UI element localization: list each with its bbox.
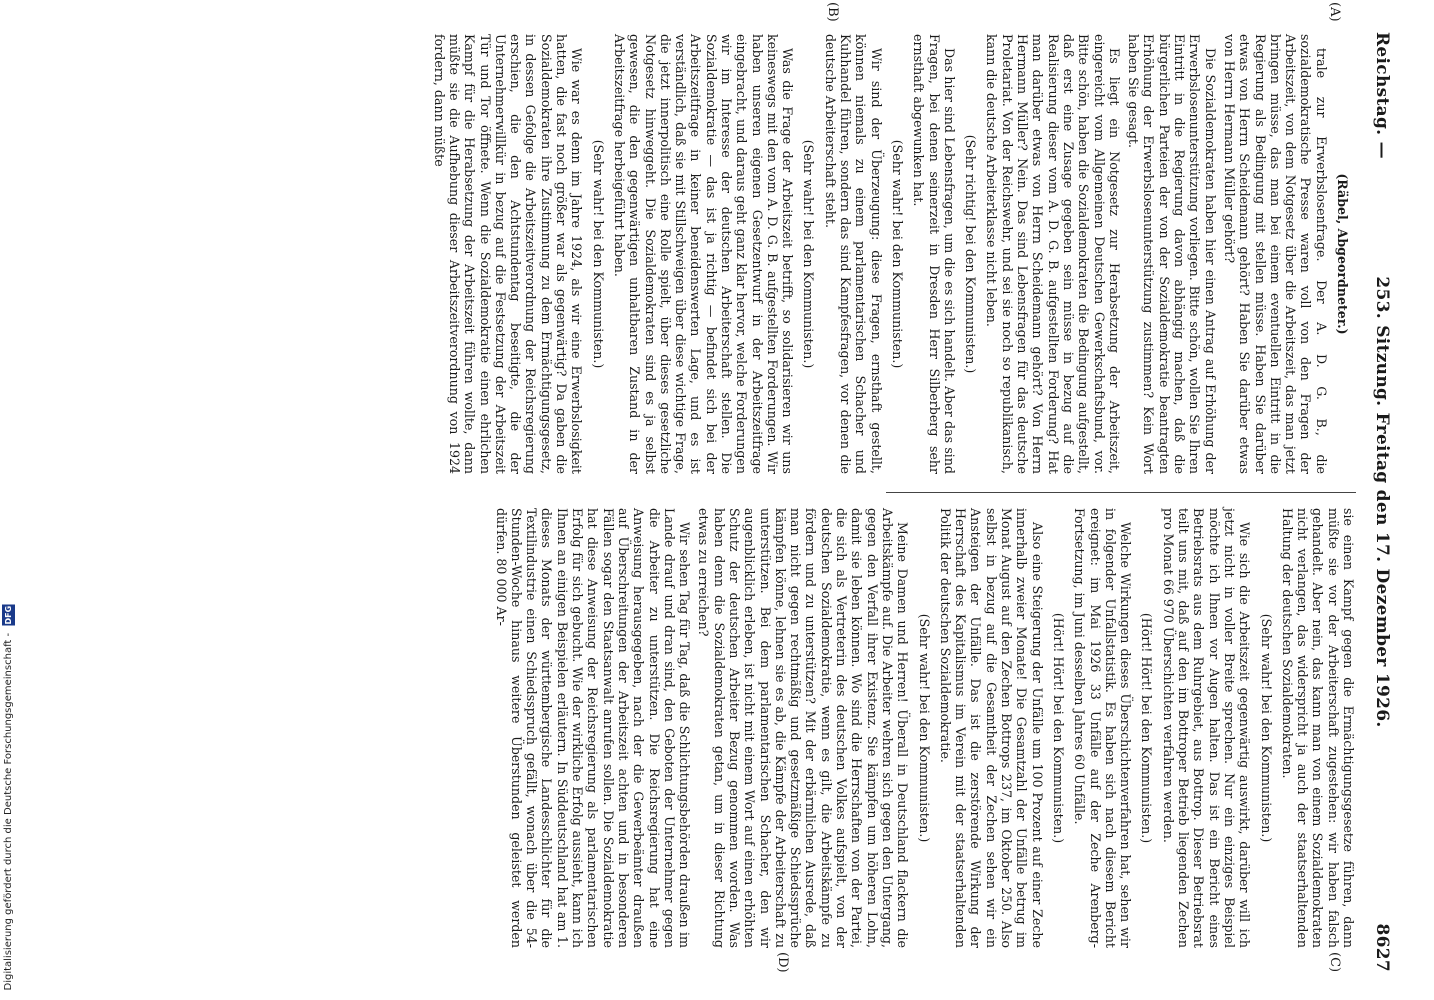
paragraph: Die Sozialdemokraten haben hier einen Antrag auf Erhöhung der Erwerbslosenunterstützung vorliegen. Bitte schön, wollen Sie Ihren Eintritt in die Regierung davon abhängig machen, daß die bürgerlichen Parteien der von der Sozialdemokratie beantragten Erhöhung der Erwerbslosenunterstützung zustimmen? Kein Wort haben Sie gesagt.	[1126, 34, 1218, 474]
page-number: 8627	[1372, 923, 1392, 972]
text-column-left	[427, 34, 1356, 474]
paragraph: sie einen Kampf gegen die Ermächtigungsgesetze führen, dann müßte sie vor der Arbeiterschaft zugestehen: wir haben falsch gehandelt. Aber nein, das kann man von einem Sozialdemokraten nicht verlangen, das widerspricht ja auch der staatserhaltenden Haltung der deutschen Sozialdemokraten.	[1279, 508, 1356, 948]
paragraph: Was die Frage der Arbeitszeit betrifft, so solidarisieren wir uns keineswegs mit den vom A. D. G. B. aufgestellten Forderungen. Wir haben unseren eigenen Gesetzentwurf in der Arbeitszeitfrage eingebracht, und daraus geht ganz klar hervor, welche Forderungen wir im Interesse der deutschen Arbeiterschaft stellen. Die Sozialdemokratie — das ist ja richtig — befindet sich bei der Arbeitszeitfrage in keiner beneidenswerten Lage, und es ist verständlich, daß sie mit Stillschweigen über diese wichtige Frage, die jetzt innerpolitisch eine Rolle spielt, über dieses gesetzliche Notgesetz hinweggeht. Die Sozialdemokraten sind es ja selbst gewesen, die den gegenwärtigen unhaltbaren Zustand in der Arbeitszeitfrage herbeigeführt haben.	[611, 34, 796, 474]
margin-marker-d: (D)	[775, 952, 790, 973]
page-header	[1366, 22, 1400, 982]
digitization-credit	[2, 605, 15, 991]
speaker-line: (Räbel, Abgeordneter.)	[1335, 173, 1350, 335]
paragraph: Welche Wirkungen dieses Überschichtenverfahren hat, sehen wir in folgender Unfallstatistik. Es haben sich nach diesem Bericht ereignet: im Mai 1926 33 Unfälle auf der Zeche Arenberg-Fortsetzung, im Juni desselben Jahres 60 Unfälle.	[1072, 508, 1134, 948]
paragraph: Wie sich die Arbeitszeit gegenwärtig auswirkt, darüber will ich jetzt nicht in voller Breite sprechen. Nur ein einziges Beispiel möchte ich Ihnen vor Augen halten. Das ist ein Bericht eines Betriebsrats aus dem Ruhrgebiet, aus Bottrop. Dieser Betriebsrat teilt uns mit, daß auf den im Bottroper Betrieb liegenden Zechen pro Monat 66 970 Überschichten verfahren werden.	[1160, 508, 1253, 948]
interjection: (Sehr wahr! bei den Kommunisten.)	[590, 139, 606, 369]
interjection: (Sehr wahr! bei den Kommunisten.)	[889, 139, 905, 369]
interjection: (Sehr wahr! bei den Kommunisten.)	[801, 139, 817, 369]
paragraph: Meine Damen und Herren! Überall in Deutschland flackern die Arbeitskämpfe auf. Die Arbeiter wehren sich gegen den Untergang, gegen den Verfall ihrer Existenz. Sie kämpfen um höheren Lohn, damit sie leben können. Wo sind die Herrschaften von der Partei, die sich als Vertreterin des deutschen Volkes aufspielt, von der deutschen Sozialdemokratie, wenn es gilt, die Arbeitskämpfe zu fördern und zu unterstützen? Mit der erbärmlichen Ausrede, daß man nicht gegen rechtmäßig und gesetzmäßige Schiedssprüche kämpfen könne, lehnen sie es ab, die Kämpfe der Arbeiterschaft zu unterstützen. Bei dem parlamentarischen Schacher, den wir augenblicklich erleben, ist nicht mit einem Wort auf einen erhöhten Schutz der deutschen Arbeiter Bezug genommen worden. Was haben denn die Sozialdemokraten getan, um in dieser Richtung etwas zu erreichen?	[696, 508, 911, 948]
paragraph: Wir sehen Tag für Tag, daß die Schlichtungsbehörden draußen im Lande drauf und dran sind, den Geboten der Unternehmer gegen die Arbeiter zu unterstützen. Die Reichsregierung hat eine Anweisung herausgegeben, nach der die Gewerbeämter draußen auf Überschreitungen der Arbeitszeit achten und in besonderen Fällen sogar den Staatsanwalt anrufen sollen. Die Sozialdemokratie hat diese Anweisung der Reichsregierung als parlamentarischen Erfolg für sich gebucht. Wie der wirkliche Erfolg aussieht, kann ich Ihnen an einigen Beispielen erläutern. In Süddeutschland hat am 1. dieses Monats der württembergische Landesschlichter für die Textilindustrie einen Schiedsspruch gefällt, wonach über die 54-Stunden-Woche hinaus weitere Überstunden geleistet werden dürfen. 80 000 Ar-	[493, 508, 693, 948]
header-title: 253. Sitzung. Freitag den 17. Dezember 1926.	[1372, 276, 1392, 728]
column-divider	[886, 492, 1356, 493]
credit-text: Digitalisierung gefördert durch die Deutsche Forschungsgemeinschaft -	[3, 632, 14, 991]
margin-marker-a: (A)	[1327, 2, 1342, 22]
paragraph: Es liegt ein Notgesetz zur Herabsetzung der Arbeitszeit, eingereicht vom Allgemeinen Deutschen Gewerkschaftsbund, vor. Bitte schön, haben die Sozialdemokraten die Bedingung aufgestellt, daß erst eine Zusage gegeben sein müsse in bezug auf die Realisierung dieser vom A. D. G. B. aufgestellten Forderung? Hat man darüber etwas von Herrn Scheidemann gehört? Von Herrn Hermann Müller? Nein. Das sind Lebensfragen für das deutsche Proletariat. Von der Reichswehr, und sei sie noch so republikanisch, kann die deutsche Arbeiterklasse nicht leben.	[984, 34, 1122, 474]
interjection: (Hört! Hört! bei den Kommunisten.)	[1050, 612, 1066, 844]
document-page	[80, 2, 1400, 982]
interjection: (Sehr wahr! bei den Kommunisten.)	[916, 613, 932, 843]
margin-marker-b: (B)	[825, 2, 840, 22]
interjection: (Hört! Hört! bei den Kommunisten.)	[1139, 612, 1155, 844]
paragraph: trale zur Erwerbslosenfrage. Der A. D. G. B., die sozialdemokratische Presse waren voll von den Fragen der Arbeitszeit, von dem Notgesetz über die Arbeitszeit, das man jetzt bringen müsse, das man bei einem eventuellen Eintritt in die Regierung als Bedingung mit stellen müsse. Haben Sie darüber etwas von Herrn Scheidemann gehört? Haben Sie darüber etwas von Herrn Hermann Müller gehört?	[1221, 34, 1329, 474]
header-left: Reichstag. —	[1372, 32, 1392, 159]
dfg-logo: DFG	[4, 606, 13, 625]
paragraph: Wir sind der Überzeugung: diese Fragen, ernsthaft gestellt, können niemals zu einem parlamentarischen Schacher und Kuhhandel führen, sondern das sind Kampfesfragen, vor denen die deutsche Arbeiterschaft steht.	[822, 34, 884, 474]
paragraph: Also eine Steigerung der Unfälle um 100 Prozent auf einer Zeche innerhalb zweier Monate! Die Gesamtzahl der Unfälle betrug im Monat August auf den Zechen Bottrops 237, im Oktober 250. Also selbst in bezug auf die Gesamtheit der Zechen sehen wir ein Ansteigen der Unfälle. Das ist die zerstörende Wirkung der Herrschaft des Kapitalismus im Verein mit der staatserhaltenden Politik der deutschen Sozialdemokratie.	[937, 508, 1045, 948]
paragraph: Das hier sind Lebensfragen, um die es sich handelt. Aber das sind Fragen, bei denen seinerzeit in Dresden Herr Silberberg sehr ernsthaft abgewunken hat.	[911, 34, 957, 474]
text-column-right	[489, 508, 1356, 948]
interjection: (Sehr wahr! bei den Kommunisten.)	[1258, 613, 1274, 843]
paragraph: Wie war es denn im Jahre 1924, als wir eine Erwerbslosigkeit hatten, die fast noch größer war als gegenwärtig? Da gaben die Sozialdemokraten ihre Zustimmung zu dem Ermächtigungsgesetz, in dessen Gefolge die Arbeitszeitverordnung der Reichsregierung erschien, die den Achtstundentag beseitigte, die der Unternehmerwillkür in bezug auf die Festsetzung der Arbeitszeit Tür und Tor öffnete. Wenn die Sozialdemokratie einen ehrlichen Kampf für die Herabsetzung der Arbeitszeit führen wollte, dann müßte sie die Aufhebung dieser Arbeitszeitverordnung von 1924 fordern, dann müßte	[431, 34, 585, 474]
interjection: (Sehr richtig! bei den Kommunisten.)	[963, 134, 979, 374]
margin-marker-c: (C)	[1327, 952, 1342, 973]
